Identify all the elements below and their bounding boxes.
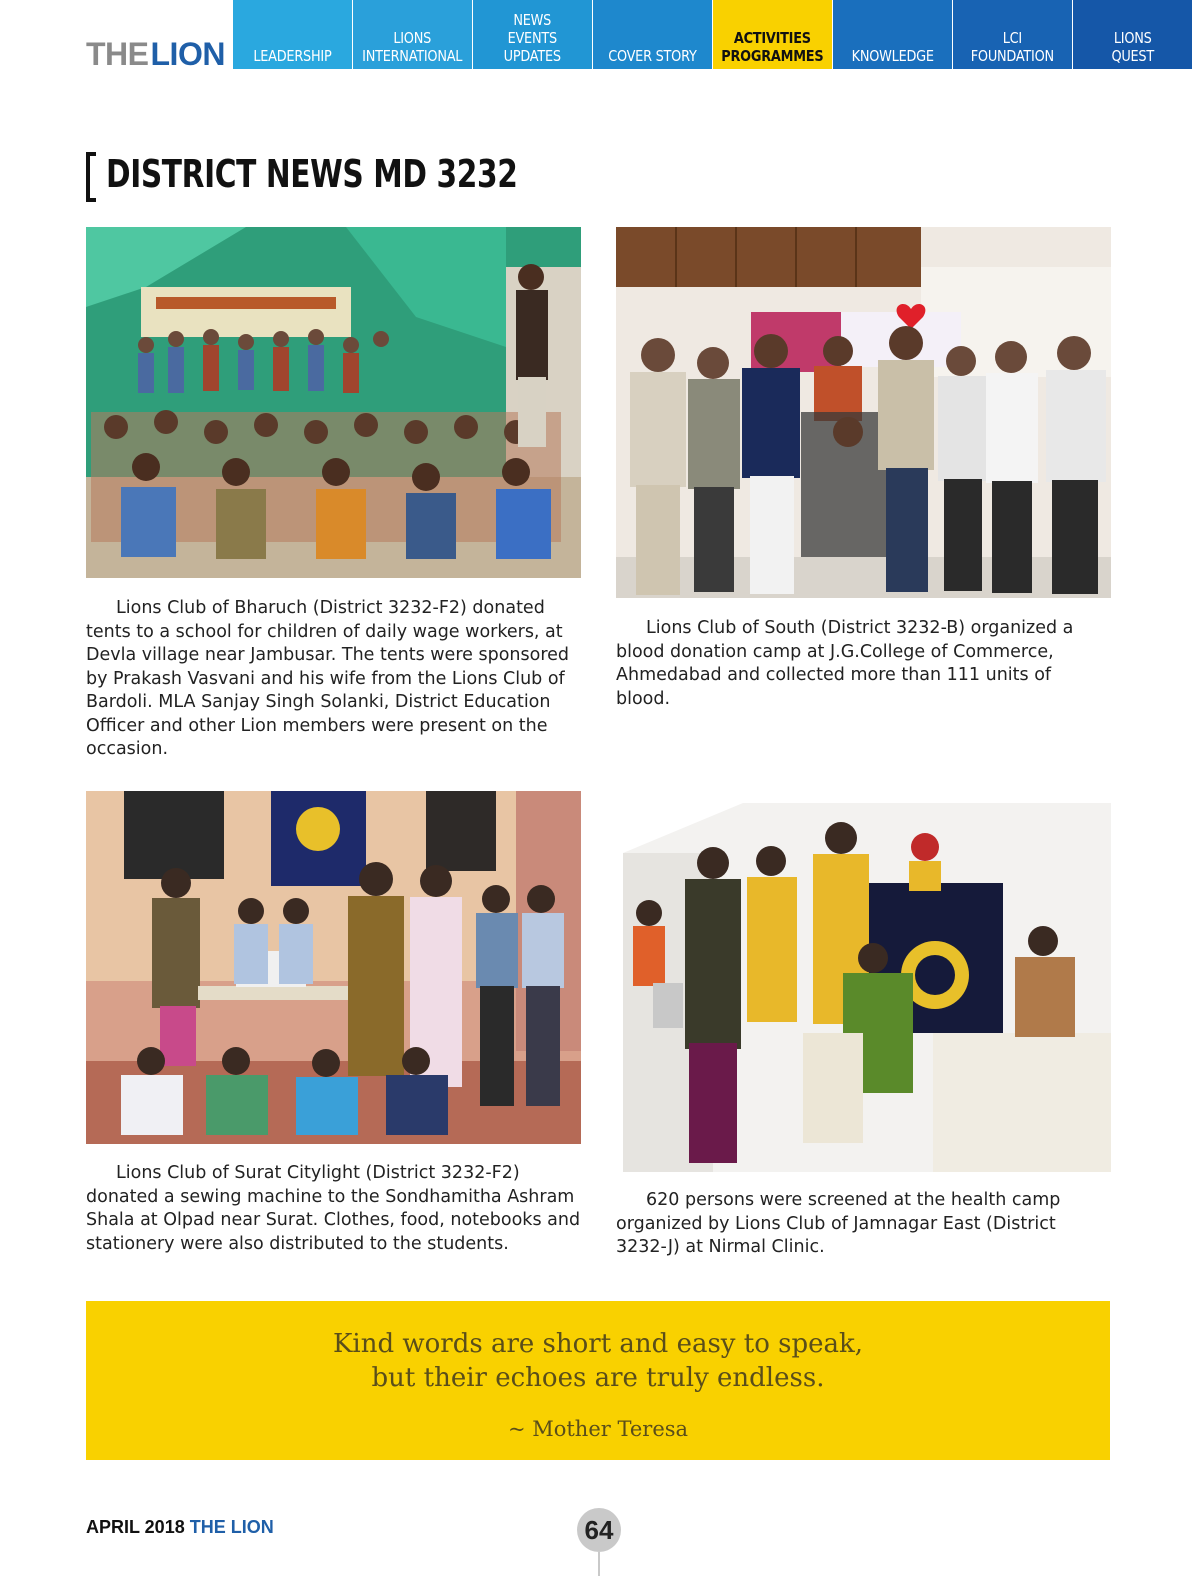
tab-activities-programmes[interactable]: ACTIVITIES PROGRAMMES [713,0,832,69]
footer-date: APRIL 2018 [86,1517,185,1537]
logo-lion: LION [150,36,225,72]
caption-surat: Lions Club of Surat Citylight (District 3232-F2) donated a sewing machine to the Sondhamitha Ashram Shala at Olpad near Surat. Clothes, food, notebooks and stationery were also distributed to the students. [86,1163,581,1254]
tab-lions-quest[interactable]: LIONS QUEST [1073,0,1192,69]
caption-blood-donation: Lions Club of South (District 3232-B) organized a blood donation camp at J.G.College of Commerce, Ahmedabad and collected more than 111 units of blood. [616,618,1074,709]
tab-lions-international[interactable]: LIONS INTERNATIONAL [353,0,472,69]
page-title: DISTRICT NEWS MD 3232 [106,152,518,196]
section-nav [233,0,1200,69]
photo-bharuch-tent [86,227,581,578]
photo-surat-sewing [86,791,581,1144]
footer-brand: THE LION [189,1517,274,1537]
heading-bracket [86,152,96,202]
tab-knowledge[interactable]: KNOWLEDGE [833,0,952,69]
tab-lci-foundation[interactable]: LCI FOUNDATION [953,0,1072,69]
magazine-logo [86,38,225,70]
photo-blood-donation [616,227,1111,598]
photo-health-camp [623,743,1111,1172]
tab-leadership[interactable]: LEADERSHIP [233,0,352,69]
quote-box [86,1301,1110,1460]
caption-bharuch: Lions Club of Bharuch (District 3232-F2) donated tents to a school for children of daily wage workers, at Devla village near Jambusar. The tents were sponsored by Prakash Vasvani and his wife from the Lions Club of Bardoli. MLA Sanjay Singh Solanki, District Education Officer and other Lion members were present on the occasion. [86,598,570,759]
quote-author: ~ Mother Teresa [507,1417,689,1441]
quote-line-2: but their echoes are truly endless. [371,1363,825,1393]
logo-the: THE [86,36,149,72]
tab-news-events-updates[interactable]: NEWS EVENTS UPDATES [473,0,592,69]
tab-cover-story[interactable]: COVER STORY [593,0,712,69]
quote-line-1: Kind words are short and easy to speak, [332,1329,864,1359]
caption-health-camp: 620 persons were screened at the health camp organized by Lions Club of Jamnagar East (District 3232-J) at Nirmal Clinic. [616,1190,1061,1257]
page-number: 64 [577,1508,621,1552]
page-number-stem [598,1552,600,1576]
footer-issue [86,1517,274,1538]
